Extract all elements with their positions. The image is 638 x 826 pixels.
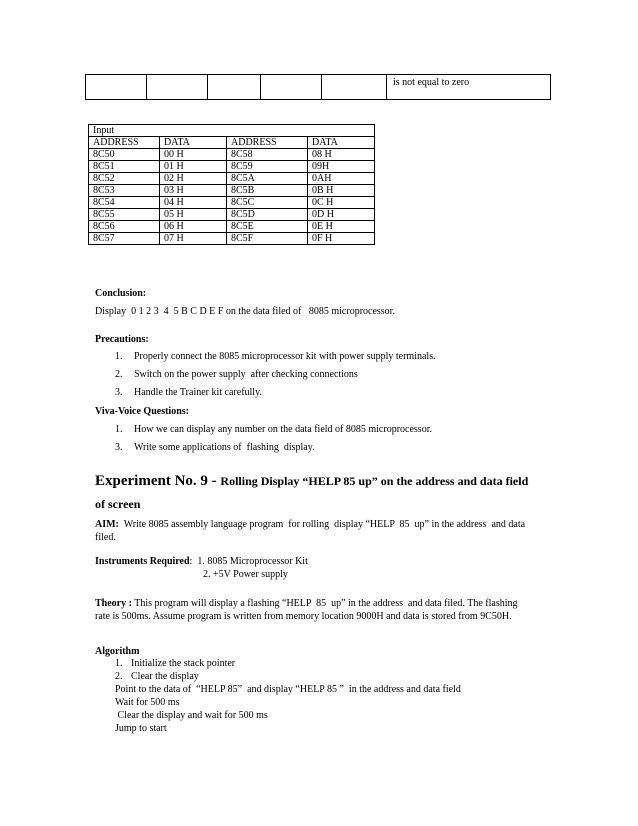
table-cell: 0E H <box>308 221 375 233</box>
table-cell: 0D H <box>308 209 375 221</box>
top-table-cell <box>322 75 387 100</box>
theory-text-line2: rate is 500ms. Assume program is written from memory location 9000H and data is stored from 9C50H. <box>95 611 512 622</box>
table-cell: 07 H <box>160 233 227 245</box>
list-text: How we can display any number on the data field of 8085 microprocessor. <box>134 424 432 435</box>
aim-text: Write 8085 assembly language program for rolling display “HELP 85 up” in the address and data <box>118 519 526 530</box>
table-cell: 8C5C <box>227 197 308 209</box>
table-cell: 01 H <box>160 161 227 173</box>
experiment-title: Rolling Display “HELP 85 up” on the address and data field <box>220 474 529 488</box>
theory-text: This program will display a flashing “HELP 85 up” in the address and data filed. The flashing <box>131 598 518 609</box>
table-cell: 03 H <box>160 185 227 197</box>
table-cell: 06 H <box>160 221 227 233</box>
instrument-item: 2. +5V Power supply <box>203 569 288 580</box>
list-text: Handle the Trainer kit carefully. <box>134 387 262 398</box>
list-text: Properly connect the 8085 microprocessor kit with power supply terminals. <box>134 351 436 362</box>
list-number: 3. <box>115 442 123 453</box>
table-cell: 04 H <box>160 197 227 209</box>
top-table <box>85 74 551 100</box>
algorithm-line: Point to the data of “HELP 85” and display “HELP 85 ” in the address and data field <box>115 684 461 695</box>
viva-list <box>115 423 432 454</box>
table-cell: 8C55 <box>89 209 160 221</box>
table-cell: 02 H <box>160 173 227 185</box>
list-item <box>115 657 236 670</box>
table-row <box>89 173 375 185</box>
list-number: 1. <box>115 351 123 362</box>
theory-label: Theory : <box>95 598 132 609</box>
list-text: Initialize the stack pointer <box>131 658 236 669</box>
table-cell: 0C H <box>308 197 375 209</box>
table-cell: 8C54 <box>89 197 160 209</box>
list-item <box>115 350 436 363</box>
theory-line <box>95 597 518 610</box>
table-cell: 8C57 <box>89 233 160 245</box>
table-cell: 00 H <box>160 149 227 161</box>
input-table-caption: Input <box>89 125 375 137</box>
list-number: 1. <box>115 424 123 435</box>
list-item <box>115 441 432 454</box>
precautions-list <box>115 350 436 399</box>
table-cell: 8C5B <box>227 185 308 197</box>
algorithm-steps <box>115 683 461 735</box>
table-cell: 0AH <box>308 173 375 185</box>
table-cell: 8C5E <box>227 221 308 233</box>
column-header: DATA <box>160 137 227 149</box>
table-cell: 8C53 <box>89 185 160 197</box>
conclusion-heading: Conclusion: <box>95 288 147 299</box>
table-cell: 0B H <box>308 185 375 197</box>
aim-text-line2: filed. <box>95 532 116 543</box>
table-row <box>89 197 375 209</box>
top-table-cell <box>147 75 208 100</box>
table-cell: 8C5F <box>227 233 308 245</box>
list-text: Switch on the power supply after checking connections <box>134 369 358 380</box>
instrument-item: : 1. 8085 Microprocessor Kit <box>189 556 308 567</box>
conclusion-text: Display 0 1 2 3 4 5 B C D E F on the data filed of 8085 microprocessor. <box>95 306 395 317</box>
list-item <box>115 368 436 381</box>
experiment-heading <box>95 472 528 490</box>
experiment-number: Experiment No. 9 - <box>95 473 221 489</box>
table-cell: 8C51 <box>89 161 160 173</box>
table-cell: 8C58 <box>227 149 308 161</box>
algorithm-heading: Algorithm <box>95 646 140 657</box>
table-cell: 8C56 <box>89 221 160 233</box>
table-cell: 8C5D <box>227 209 308 221</box>
experiment-title-line2: of screen <box>95 497 141 511</box>
algorithm-list <box>115 657 236 683</box>
table-cell: 8C5A <box>227 173 308 185</box>
column-header: ADDRESS <box>89 137 160 149</box>
list-number: 2. <box>115 671 123 682</box>
list-text: Clear the display <box>131 671 199 682</box>
list-item <box>115 386 436 399</box>
aim-line <box>95 518 525 531</box>
list-number: 1. <box>115 658 123 669</box>
table-cell: 09H <box>308 161 375 173</box>
table-cell: 8C50 <box>89 149 160 161</box>
algorithm-line: Clear the display and wait for 500 ms <box>115 710 268 721</box>
table-cell: 05 H <box>160 209 227 221</box>
table-cell: 8C52 <box>89 173 160 185</box>
list-item <box>115 423 432 436</box>
top-table-cell <box>86 75 147 100</box>
instruments-label: Instruments Required <box>95 556 190 567</box>
list-text: Write some applications of flashing display. <box>134 442 315 453</box>
column-header: ADDRESS <box>227 137 308 149</box>
list-number: 2. <box>115 369 123 380</box>
viva-heading: Viva-Voice Questions: <box>95 406 189 417</box>
list-number: 3. <box>115 387 123 398</box>
table-cell: 8C59 <box>227 161 308 173</box>
precautions-heading: Precautions: <box>95 334 149 345</box>
instruments-line <box>95 555 308 568</box>
table-row <box>89 185 375 197</box>
table-cell: 0F H <box>308 233 375 245</box>
table-row <box>89 149 375 161</box>
aim-label: AIM: <box>95 519 119 530</box>
input-table <box>88 124 375 245</box>
table-row <box>89 221 375 233</box>
column-header: DATA <box>308 137 375 149</box>
top-table-cell <box>208 75 261 100</box>
table-row <box>89 161 375 173</box>
table-cell: 08 H <box>308 149 375 161</box>
table-row <box>89 233 375 245</box>
top-table-cell <box>261 75 322 100</box>
algorithm-line: Jump to start <box>115 723 167 734</box>
top-table-last-cell: is not equal to zero <box>387 75 551 100</box>
input-table-header-row <box>89 137 375 149</box>
list-item <box>115 670 235 683</box>
table-row <box>89 209 375 221</box>
algorithm-line: Wait for 500 ms <box>115 697 180 708</box>
